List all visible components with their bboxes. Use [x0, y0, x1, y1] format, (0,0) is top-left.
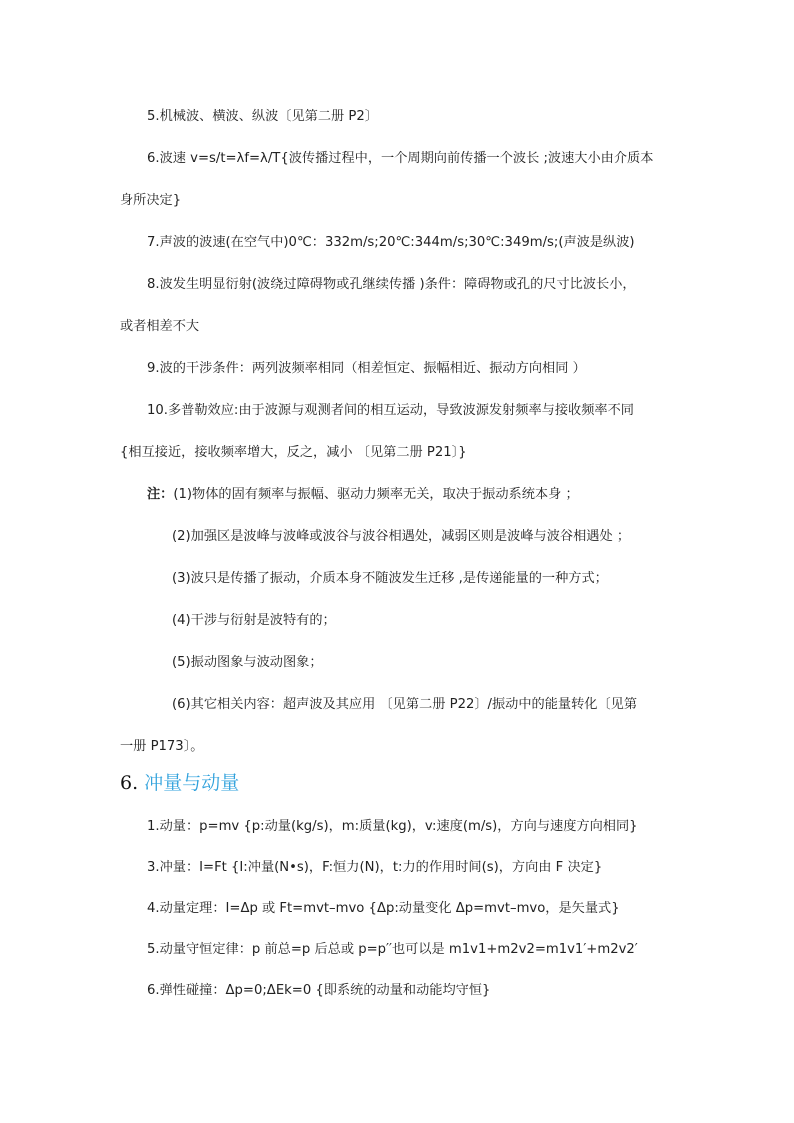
note-label: 注： [147, 487, 174, 502]
text-line: 7.声波的波速(在空气中)0℃：332m/s;20℃:344m/s;30℃:349m/s;(声波是纵波) [147, 235, 635, 250]
text-line: 10.多普勒效应:由于波源与观测者间的相互运动，导致波源发射频率与接收频率不同 [147, 403, 634, 418]
text-line: (4)干涉与衍射是波特有的； [172, 613, 336, 628]
text-line: 8.波发生明显衍射(波绕过障碍物或孔继续传播 )条件：障碍物或孔的尺寸比波长小， [147, 277, 636, 292]
text-line: (5)振动图象与波动图象； [172, 655, 323, 670]
text-line: 4.动量定理：I=Δp 或 Ft=mvt–mvo {Δp:动量变化 Δp=mvt–mvo，是矢量式} [147, 901, 620, 916]
text-line: (2)加强区是波峰与波峰或波谷与波谷相遇处，减弱区则是波峰与波谷相遇处 ； [172, 529, 631, 544]
section-number: 6. [120, 772, 139, 794]
text-line: (3)波只是传播了振动，介质本身不随波发生迁移 ,是传递能量的一种方式； [172, 571, 608, 586]
text-line: 1.动量：p=mv {p:动量(kg/s)，m:质量(kg)，v:速度(m/s)，方向与速度方向相同} [147, 819, 638, 834]
text-line: 5.机械波、横波、纵波〔见第二册 P2〕 [147, 109, 378, 124]
section-heading [120, 770, 239, 796]
text-line: 3.冲量：I=Ft {I:冲量(N•s)，F:恒力(N)，t:力的作用时间(s)，方向由 F 决定} [147, 860, 603, 875]
text-line: 6.波速 v=s/t=λf=λ/T{波传播过程中，一个周期向前传播一个波长 ;波速大小由介质本 [147, 151, 654, 166]
text-line: 一册 P173〕。 [120, 739, 204, 754]
text-line: 9.波的干涉条件：两列波频率相同（相差恒定、振幅相近、振动方向相同 ） [147, 361, 586, 376]
note-text: (1)物体的固有频率与振幅、驱动力频率无关，取决于振动系统本身 ； [173, 487, 579, 502]
text-line: 身所决定} [120, 193, 182, 208]
text-line: {相互接近，接收频率增大，反之，减小 〔见第二册 P21〕} [120, 445, 467, 460]
text-line: (6)其它相关内容：超声波及其应用 〔见第二册 P22〕/振动中的能量转化〔见第 [172, 697, 638, 712]
text-line: 或者相差不大 [120, 319, 200, 334]
text-line: 6.弹性碰撞：Δp=0;ΔEk=0 {即系统的动量和动能均守恒} [147, 983, 491, 998]
section-title: 冲量与动量 [144, 772, 240, 794]
text-line: 5.动量守恒定律：p 前总=p 后总或 p=p′′也可以是 m1v1+m2v2=m1v1′+m2v2′ [147, 942, 638, 957]
note-line [147, 486, 579, 504]
